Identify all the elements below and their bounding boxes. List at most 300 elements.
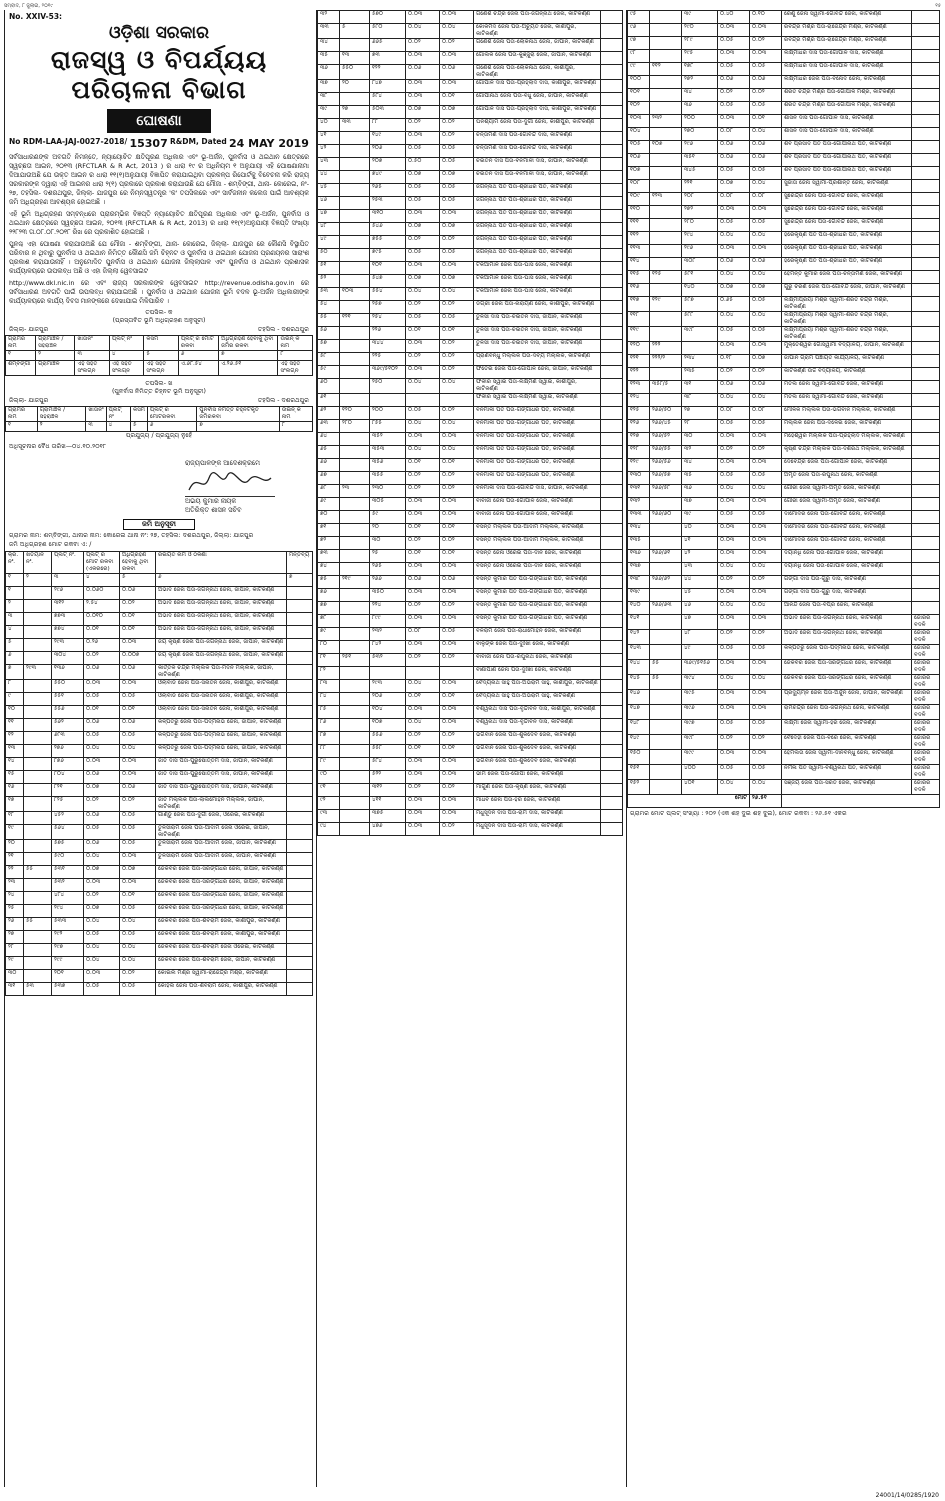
plot-no-cell: ୩୦୫ [370,498,406,511]
signature-block [185,459,313,515]
serial-no-cell: ୧୧୦ [628,206,650,219]
total-area-cell: ୦.୦୬ [84,771,120,784]
khatian-no-cell [24,825,52,840]
total-area-cell: ୦.୦୬ [84,812,120,825]
remarks-cell [601,511,623,524]
plot-no-cell: ୩୪୫ [682,167,718,180]
plot-no-cell: ୪୧୧ [370,797,406,810]
owner-name-address-cell: କଳ୍ପତରୁ ଜେନା ପିତା-ପଦ୍ମନାଭ ଜେନା, ଜାପାନ, କାଟିକର୍ଣ୍ଣ [156,732,287,745]
acquired-area-cell: ୦.୦୮ [750,407,782,420]
remarks-cell [912,167,940,180]
acquired-area-cell: ୦.୦୩ [750,705,782,720]
owner-name-address-cell: ଶିବ ପ୍ରସାଦ ପତି ପିତା-ଗୋପୀନାଥ ପତି, କାଟିକର୍ଣ୍ଣ [782,154,912,167]
khatian-no-cell [340,394,370,407]
remarks-cell: ଜୋରର ବଦଳି [912,690,940,705]
khatian-no-cell [340,511,370,524]
remarks-cell [601,379,623,394]
table-row [318,184,623,197]
owner-name-address-cell: ବିଶ୍ୱନାଥ ଦାସ ପିତା-ବୃନ୍ଦାବନ ଦାସ, କାଶୀପୁର, କାଟିକର୍ଣ୍ଣ [474,706,601,719]
remarks-cell [912,394,940,407]
remarks-cell [601,80,623,93]
plot-no-cell: ୪୮ [682,630,718,645]
plot-no-cell: ୨୩୨ [370,628,406,641]
khatian-no-cell: ୨୫୧ [340,654,370,667]
schedule-a-number-cell: ୩ [75,351,109,361]
table-row [318,550,623,563]
owner-name-address-cell: ହେମନ୍ତ କୁମାର ଜେନା ପିତା-ଚିନ୍ତାମଣି ଜେନା, କାଟିକର୍ଣ୍ଣ [782,271,912,284]
acquired-area-cell: ୦.୦୫ [120,840,156,853]
khatian-no-cell [340,719,370,732]
acquired-area-cell: ୦.୦୪ [750,394,782,407]
schedule-a-number-cell: ୪ [109,351,143,361]
acquired-area-cell: ୦.୦୨ [440,366,474,379]
plot-no-cell: ୫୩୨ [52,879,84,892]
total-area-cell: ୦.୦୩ [406,52,440,65]
khatian-no-cell [24,892,52,905]
acquired-area-cell: ୦.୦୩ [750,750,782,765]
remarks-cell [601,446,623,459]
acquired-area-cell: ୦.୦୩ [120,680,156,693]
khatian-no-cell: ୫୩ [24,983,52,996]
remarks-cell [912,89,940,102]
owner-name-address-cell: ଫତେଇ ଜେନା ପିତା-ଗୋପାଳ ଜେନା, ଜାପାନ, କାଟିକର୍ଣ୍ଣ [474,366,601,379]
khatian-no-cell [340,39,370,52]
schedule-a-cell: ଏ.୬୮.୫୪ [178,361,218,376]
remarks-cell: ଜୋରର ବଦଳି [912,780,940,795]
total-area-cell: ୦.୦୬ [718,76,750,89]
schedule-b-tahasil: ତହସିଲ - ଦଶରଥପୁର [257,397,309,404]
serial-no-cell: ୬୮ [318,485,340,498]
schedule-a-header-cell: ଗ୍ରାମର ନାମ [6,336,36,351]
table-row [318,249,623,262]
schedule-a-cell: ଏହି ସହିତ ସଂଲଗ୍ନ [278,361,313,376]
serial-no-cell: ୬୫ [318,446,340,459]
khatian-no-cell [650,76,682,89]
owner-name-address-cell: ବୈଦ୍ୟନାଥ ସାହୁ ପିତା-ଅଭିରାମ ସାହୁ, କାଟିକର୍ଣ୍ଣ [474,693,601,706]
owner-name-address-cell: ଜେକବର ଜେନା ପିତା-ସରଙ୍ଗଧର ଜେନା, କାଟିକର୍ଣ୍ଣ [782,675,912,690]
plot-no-cell: ୫୪୭ [370,275,406,288]
total-area-cell: ୦.୦୪ [84,745,120,758]
total-area-cell: ୦.୦୨ [406,301,440,314]
khatian-no-cell [650,765,682,780]
khatian-no-cell [650,50,682,63]
serial-no-cell: ୨୬ [6,918,24,931]
total-area-cell: ୦.୦୩ [406,11,440,24]
plot-no-cell: ୩୧୨ [52,600,84,613]
total-area-cell: ୦.୦୧୦ [84,613,120,626]
plot-no-cell: ୨୩୫ [682,368,718,381]
remarks-cell [601,158,623,171]
acquired-area-cell: ୦.୦୫ [750,219,782,232]
table-row [318,379,623,394]
total-area-cell: ୦.୦୬ [718,381,750,394]
khatian-no-cell: ୨୨୨/୨ [650,355,682,368]
plot-no-cell: ୩୮ [682,394,718,407]
owner-name-address-cell: ଜାପାନ ଗ୍ରାମ ପଞ୍ଚାୟତ କାର୍ଯ୍ୟାଳୟ, କାଟିକର୍ଣ୍ଣ [782,355,912,368]
table-row [628,407,940,420]
serial-no-cell: ୩୦ [6,970,24,983]
serial-no-cell: ୨୦ [6,840,24,853]
khatian-no-cell [650,128,682,141]
khatian-no-cell [650,368,682,381]
remarks-cell [912,576,940,589]
serial-no-cell: ୨୧ [6,853,24,866]
table-row [318,210,623,223]
khatian-no-cell [340,472,370,485]
khatian-no-cell [24,719,52,732]
land-table-number-cell: ୨ [24,574,52,587]
remarks-cell [601,249,623,262]
total-area-cell: ୦.୦୬ [84,719,120,732]
serial-no-cell: ୬୪ [318,433,340,446]
owner-name-address-cell: ଶାସନ ଦାସ ପିତା-ଗୋପାଳ ଦାସ, କାଟିକର୍ଣ୍ଣ [782,128,912,141]
owner-name-address-cell: ବସନ୍ତ ଜେନା ଓରେଇ ପିତା-ଦୀନ ଜେନା, କାଟିକର୍ଣ୍ଣ [474,563,601,576]
owner-name-address-cell: ବଳରାମ ଜେନା ପିତା-ରାଧାମୋହନ ଜେନା, କାଟିକର୍ଣ୍ଣ [474,628,601,641]
total-area-cell: ୦.୦୮ [718,193,750,206]
khatian-no-cell [340,563,370,576]
schedule-b-header-cell: ଖାତାନଂ [86,407,106,422]
plot-no-cell: ୨୯୩ [52,639,84,652]
table-row [318,628,623,641]
khatian-no-cell: ୫୫ [24,866,52,879]
serial-no-cell: ୯୦ [318,771,340,784]
total-area-cell: ୦.୦୧ [84,626,120,639]
acquired-area-cell: ୦.୦୬ [750,381,782,394]
khatian-no-cell [340,758,370,771]
table-row [6,944,313,957]
table-row [6,693,313,706]
remarks-cell [912,550,940,563]
total-area-cell: ୦.୦୬୦ [84,587,120,600]
acquired-area-cell: ୦.୦୫ [750,102,782,115]
serial-no-cell: ୧୪୩ [628,645,650,660]
khatian-no-cell [340,641,370,654]
table-row [6,613,313,626]
land-table-header-cell: ପ୍ଲଟ୍ ନଂ. [52,552,84,574]
khatian-no-cell [340,628,370,641]
total-area-cell: ୦.୦୪ [406,288,440,301]
total-area-cell: ୦.୦୩ [718,537,750,550]
plot-no-cell: ୪୯ [682,645,718,660]
land-table-3 [627,10,940,808]
khatian-no-cell [650,563,682,576]
khatian-no-cell [340,823,370,836]
plot-no-cell: ୨୮୯ [682,37,718,50]
serial-no-cell: ୭୧ [318,524,340,537]
serial-no-cell: ୨୯ [6,957,24,970]
plot-no-cell: ୪୦ [682,524,718,537]
serial-no-cell: ୪୮ [318,223,340,236]
remarks-cell [601,719,623,732]
schedule-b-title: ତପସିଲ- ଖ [145,380,173,387]
serial-no-cell: ୭୭ [318,602,340,615]
acquired-area-cell: ୦.୦୨ [440,301,474,314]
total-area-cell: ୦.୦୩ [406,615,440,628]
total-area-cell: ୦.୦୨ [718,446,750,459]
serial-no-cell: ୬୨ [318,407,340,420]
serial-no-cell: ୧୩ [6,745,24,758]
khatian-no-cell: ୫୫୦ [340,65,370,80]
owner-name-address-cell: ହରେକୃଷ୍ଣ ପତି ପିତା-ଶ୍ରୀଧର ପତି, କାଟିକର୍ଣ୍ଣ [782,258,912,271]
remarks-cell [912,537,940,550]
table-row [628,271,940,284]
acquired-area-cell: ୦.୦୧ [440,550,474,563]
serial-no-cell: ୩୩ [318,24,340,39]
acquired-area-cell: ୦.୦୩ [750,206,782,219]
khatian-no-cell [650,750,682,765]
total-area-cell: ୦.୦୩ [406,433,440,446]
table-row [318,24,623,39]
serial-no-cell: ୧୨୭ [628,433,650,446]
land-table-header-cell: ରଇୟତ ନାମ ଓ ଠିକଣା [156,552,287,574]
owner-name-address-cell: ଅଭାଦି ଜେନା ପିତା-ଜଗନ୍ନାଥ ଜେନା, ଜାପାନ, କାଟିକର୍ଣ୍ଣ [156,587,287,600]
serial-no-cell: ୭ [6,665,24,680]
acquired-area-cell: ୦.୦୩ [750,342,782,355]
table-row [318,667,623,680]
khatian-no-cell [24,771,52,784]
serial-no-cell: ୧୪୯ [628,735,650,750]
total-area-cell: ୦.୦୧ [406,745,440,758]
plot-no-cell: ୨୮ [682,420,718,433]
table-row [6,853,313,866]
column-1 [4,10,313,1487]
owner-name-address-cell: ଜେକବର ଜେନା ପିତା-ଶିବରାମ ଜେନା, କାଶୀପୁର, କାଟିକର୍ଣ୍ଣ [156,918,287,931]
remarks-cell [912,327,940,342]
total-label: ମୋଟ [628,795,750,808]
acquired-area-cell: ୦.୦୬ [440,576,474,589]
khatian-no-cell [24,784,52,797]
owner-name-address-cell: ରବିନ୍ଦ୍ର ମିଶ୍ର ପିତା-ରାଜେନ୍ଦ୍ର ମିଶ୍ର, କାଟିକର୍ଣ୍ଣ [782,37,912,50]
schedule-a-location [9,326,309,334]
table-row [318,223,623,236]
owner-name-address-cell: ଲକ୍ଷ୍ମୀଧର ଦାସ ପିତା-ଗୋପାଳ ଦାସ, କାଟିକର୍ଣ୍ଣ [782,50,912,63]
remarks-cell [601,771,623,784]
table-row [628,498,940,511]
schedule-a-number-cell: ୬ [178,351,218,361]
land-table-number-cell: ୩ [52,574,84,587]
khatian-no-cell [650,645,682,660]
acquired-area-cell: ୦.୦୩ [120,771,156,784]
table-row [628,645,940,660]
khatian-no-cell [340,197,370,210]
remarks-cell [601,550,623,563]
table-row [318,288,623,301]
total-area-cell: ୦.୦୨ [406,119,440,132]
owner-name-address-cell: ବନମାଳୀ ପତି ପିତା-ଗଙ୍ଗାଧର ପତି, କାଟିକର୍ଣ୍ଣ [474,459,601,472]
schedule-b-number-cell: ୫ [130,422,147,432]
owner-name-address-cell: କଳ୍ପତରୁ ଜେନା ପିତା-ପଦ୍ମନାଭ ଜେନା, କାଟିକର୍ଣ୍ଣ [782,645,912,660]
total-area-cell: ୦.୦୭ [718,180,750,193]
land-table-header-cell: ଅଧିଗ୍ରହଣ ହେବାକୁ ଥିବା ରକବା [120,552,156,574]
schedule-b-number-cell: ୨ [37,422,86,432]
table-row [628,312,940,327]
remarks-cell [601,223,623,236]
acquired-area-cell: ୦.୦୪ [750,232,782,245]
khatian-no-cell [340,550,370,563]
schedule-a-cell: ଏ.୨୬.୫୧ [219,361,278,376]
schedule-b-location [9,397,309,405]
total-area-cell: ୦.୦୨ [718,735,750,750]
remarks-cell [287,944,313,957]
schedule-a-title: ତପସିଲ- କ [145,309,173,316]
handwritten-signature [185,468,275,497]
acquired-area-cell: ୦.୦୩ [440,262,474,275]
total-area-cell: ୦.୦୩ [406,511,440,524]
schedule-a-header-cell: କିସମ [144,336,178,351]
serial-no-cell: ୬୧ [318,394,340,407]
remarks-cell [912,271,940,284]
total-area-cell: ୦.୦୫ [406,314,440,327]
serial-no-cell: ୯୭ [628,37,650,50]
remarks-cell [912,589,940,602]
owner-name-address-cell: ବନମାଳୀ ପତି ପିତା-ଗଙ୍ଗାଧର ପତି, କାଟିକର୍ଣ୍ଣ [474,472,601,485]
table-row [628,675,940,690]
serial-no-cell: ୭୮ [318,615,340,628]
total-area-cell: ୦.୦୩ [406,340,440,353]
remarks-cell [912,459,940,472]
owner-name-address-cell: ଜେକବର ଜେନା ପିତା-ସରଙ୍ଗଧର ଜେନା, ଜାପାନ, କାଟିକର୍ଣ୍ଣ [156,892,287,905]
serial-no-cell: ୭୯ [318,628,340,641]
acquired-area-cell: ୦.୦୨ [440,407,474,420]
acquired-area-cell: ୦.୦୫ [750,63,782,76]
acquired-area-cell: ୦.୦୬ [750,258,782,271]
owner-name-address-cell: ଜାତି ମଲ୍ଲିକ ପିତା-ଲାଲମୋହନ ମଲ୍ଲିକ, ଜାପାନ, କାଟିକର୍ଣ୍ଣ [156,797,287,812]
total-area-cell: ୦.୦୪ [718,271,750,284]
land-table-number-cell: ୧ [6,574,24,587]
table-row [628,780,940,795]
plot-no-cell: ୩୭୫ [370,810,406,823]
khatian-no-cell: ୨୬୬/୪୫ [650,420,682,433]
schedule-a-header-cell: ଅଧିଗ୍ରହଣ ହେବାକୁ ଥିବା ଜମିର ରକବା [219,336,278,351]
reference-number: 15307 [129,137,168,150]
khatian-no-cell [340,158,370,171]
acquired-area-cell: ୦.୦୪ [750,180,782,193]
total-area-cell: ୦.୦୫ [84,983,120,996]
table-row [628,141,940,154]
khatian-no-cell [24,600,52,613]
schedule-b-number-cell: ୮ [279,422,312,432]
plot-no-cell: ୭୭୪ [52,626,84,639]
signatory-designation: ଅତିରିକ୍ତ ଶାସନ ସଚିବ [185,506,242,514]
acquired-area-cell: ୦.୦୪ [440,24,474,39]
plot-no-cell: ୫୪୬ [370,223,406,236]
remarks-cell [287,957,313,970]
khatian-no-cell: ୫୫ [24,918,52,931]
khatian-no-cell [340,93,370,106]
remarks-cell [287,639,313,652]
total-area-cell: ୦.୦୪ [406,379,440,394]
table-row [628,76,940,89]
serial-no-cell: ୧୩୪ [628,524,650,537]
acquired-area-cell: ୦.୦୨ [440,236,474,249]
acquired-area-cell: ୦.୦୫ [440,158,474,171]
table-row [628,37,940,50]
table-row [628,381,940,394]
khatian-no-cell: ୫୫ [650,660,682,675]
table-row [318,407,623,420]
plot-no-cell: ୫୮୦ [370,24,406,39]
total-area-cell: ୦.୦୩ [718,615,750,630]
khatian-no-cell [650,589,682,602]
khatian-no-cell: ୨୬୬/୫୮ [650,485,682,498]
serial-no-cell: ୧୧ [6,719,24,732]
khatian-no-cell [340,524,370,537]
total-area-cell: ୦.୦୩ [718,524,750,537]
total-area-cell: ୦.୦୨ [718,630,750,645]
schedule-a-number-cell: ୫ [144,351,178,361]
owner-name-address-cell: ଅଭାଦି ଜେନା ପିତା-ଜଗନ୍ନାଥ ଜେନା, ଜାପାନ, କାଟିକର୍ଣ୍ଣ [156,626,287,639]
remarks-cell [287,892,313,905]
plot-no-cell: ୧୭୮ [682,63,718,76]
plot-no-cell: ୨୯୬ [52,587,84,600]
plot-no-cell: ୪୦୧ [682,780,718,795]
schedule-a-cell: ଗ୍ରାମାଞ୍ଚଳ [36,361,75,376]
table-row [628,660,940,675]
khatian-no-cell [340,171,370,184]
plot-no-cell: ୫୮୭ [682,297,718,312]
acquired-area-cell: ୦.୦୩ [750,589,782,602]
serial-no-cell: ୭୫ [318,576,340,589]
acquired-area-cell: ୦.୦୨ [440,132,474,145]
table-row [318,680,623,693]
table-row [628,433,940,446]
serial-no-cell: ୧୪୬ [628,690,650,705]
total-area-cell: ୦.୦୩ [406,706,440,719]
khatian-no-cell [340,327,370,340]
owner-name-address-cell: ତୁଳସୀ ଦାସ ପିତା-ଚଇତନ ଦାସ, ଜାପାନ, କାଟିକର୍ଣ୍ଣ [474,314,601,327]
acquired-area-cell: ୦.୦୫ [750,420,782,433]
owner-name-address-cell: ଦୟାନିଧି ଜେନା ପିତା-ଗୋପାଳ ଜେନା, କାଟିକର୍ଣ୍ଣ [782,550,912,563]
plot-no-cell: ୭୭୩ [52,613,84,626]
acquired-area-cell: ୦.୦୩ [440,719,474,732]
plot-no-cell: ୨୫୪ [370,314,406,327]
table-row [628,576,940,589]
schedule-b-number-cell: ୪ [106,422,130,432]
remarks-cell [912,206,940,219]
khatian-no-cell [340,693,370,706]
plot-no-cell: ୫୭୦ [370,11,406,24]
remarks-cell: ଜୋରର ବଦଳି [912,660,940,675]
acquired-area-cell: ୦.୦୭ [440,275,474,288]
plot-no-cell: ୩୯୫ [682,690,718,705]
schedule-a-subtitle: (ପ୍ରସ୍ତାବିତ ଭୂମି ଅଧିଗ୍ରହଣ ଅନୁସୂଚୀ) [112,317,206,324]
acquired-area-cell: ୦.୦୪ [750,271,782,284]
acquired-area-cell: ୦.୦୫ [440,314,474,327]
khatian-no-cell [24,652,52,665]
plot-no-cell: ୭୪୯ [370,171,406,184]
total-area-cell: ୦.୦୬ [718,141,750,154]
khatian-no-cell: ୨୩ [340,485,370,498]
plot-no-cell: ୩୦ [370,537,406,550]
khatian-no-cell [650,498,682,511]
table-row [318,771,623,784]
plot-no-cell: ୨୯୪ [682,232,718,245]
owner-name-address-cell: ସୁଜାତା ଜେନା ସ୍ୱାମୀ-ପ୍ରଶାନ୍ତ ଜେନା, କାଟିକର୍ଣ୍ଣ [782,180,912,193]
khatian-no-cell: ୩୩ [340,119,370,132]
table-row [318,576,623,589]
remarks-cell [601,275,623,288]
plot-no-cell: ୫୫୧ [52,693,84,706]
total-area-cell: ୦.୦୩ [84,879,120,892]
schedule-a-header-cell: ଗ୍ରାମାଞ୍ଚଳ / ସହରାଞ୍ଚଳ [36,336,75,351]
plot-no-cell: ୨୦୦ [370,407,406,420]
schedule-a-cell: ଏହି ସହିତ ସଂଲଗ୍ନ [144,361,178,376]
remarks-cell [912,245,940,258]
acquired-area-cell: ୦.୦୫ [120,812,156,825]
acquired-area-cell: ୦.୦୩ [440,433,474,446]
serial-no-cell: ୬୩ [318,420,340,433]
remarks-cell [601,24,623,39]
